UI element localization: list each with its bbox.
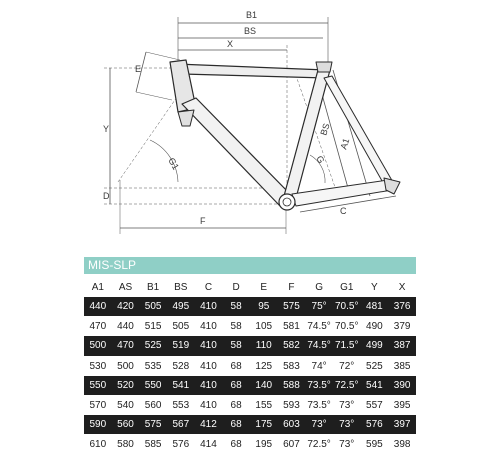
table-cell: 75°	[305, 297, 333, 317]
table-cell: 593	[283, 400, 300, 412]
table-row	[84, 297, 416, 317]
table-cell: 410	[195, 297, 223, 317]
table-cell: 528	[172, 360, 190, 372]
header-bs: BS	[174, 282, 188, 293]
table-cell: 410	[195, 336, 223, 356]
table-cell: 387	[388, 336, 416, 356]
table-cell: 68	[222, 376, 250, 396]
table-cell: 395	[393, 400, 411, 412]
header-x: X	[398, 282, 406, 293]
table-cell: 376	[388, 297, 416, 317]
table-cell: 581	[283, 321, 300, 333]
table-cell: 541	[361, 376, 389, 396]
label-bs-side: BS	[318, 122, 332, 137]
header-a1: A1	[91, 282, 104, 293]
label-c: C	[340, 206, 347, 216]
table-cell: 397	[388, 415, 416, 435]
table-cell: 557	[366, 400, 383, 412]
table-cell: 500	[117, 360, 134, 372]
table-cell: 440	[117, 321, 134, 333]
label-d: D	[103, 191, 110, 201]
table-cell: 95	[250, 297, 278, 317]
label-g1: G1	[166, 156, 181, 172]
table-cell: 525	[366, 360, 383, 372]
table-cell: 505	[139, 297, 167, 317]
table-row	[84, 415, 416, 435]
table-cell: 410	[195, 376, 223, 396]
table-cell: 519	[167, 336, 195, 356]
table-cell: 58	[230, 321, 242, 333]
table-cell: 582	[278, 336, 306, 356]
table-cell: 125	[255, 360, 273, 372]
table-cell: 71.5°	[333, 336, 361, 356]
table-cell: 410	[200, 321, 217, 333]
table-cell: 72°	[339, 360, 355, 372]
table-cell: 540	[117, 400, 134, 412]
table-cell: 74°	[311, 360, 327, 372]
seat-post-top	[316, 62, 332, 72]
table-cell: 140	[250, 376, 278, 396]
label-y: Y	[103, 124, 110, 134]
table-cell: 590	[84, 415, 112, 435]
header-y: Y	[371, 282, 378, 293]
label-x: X	[227, 39, 234, 49]
table-cell: 525	[139, 336, 167, 356]
header-c: C	[204, 282, 213, 293]
table-cell: 575	[278, 297, 306, 317]
rear-dropout	[384, 178, 400, 194]
table-cell: 72.5°	[307, 439, 331, 451]
table-cell: 175	[250, 415, 278, 435]
table-cell: 570	[89, 400, 107, 412]
table-cell: 505	[172, 321, 190, 333]
table-cell: 68	[230, 400, 242, 412]
chain-stay	[292, 180, 392, 206]
table-cell: 530	[89, 360, 107, 372]
table-cell: 481	[361, 297, 389, 317]
table-row	[84, 336, 416, 356]
header-g: G	[315, 282, 323, 293]
down-tube	[182, 98, 292, 206]
table-cell: 379	[393, 321, 411, 333]
table-cell: 73°	[339, 400, 355, 412]
table-cell: 499	[361, 336, 389, 356]
table-cell: 74.5°	[305, 336, 333, 356]
table-cell: 576	[361, 415, 389, 435]
table-cell: 385	[393, 360, 411, 372]
table-cell: 470	[112, 336, 140, 356]
table-row	[84, 317, 416, 337]
table-body	[84, 297, 416, 455]
table-cell: 58	[222, 336, 250, 356]
table-cell: 560	[144, 400, 162, 412]
table-cell: 68	[222, 415, 250, 435]
table-cell: 72.5°	[333, 376, 361, 396]
table-cell: 515	[144, 321, 162, 333]
table-cell: 440	[84, 297, 112, 317]
table-cell: 575	[139, 415, 167, 435]
table-row	[84, 395, 416, 415]
table-cell: 595	[366, 439, 383, 451]
label-g: G	[314, 154, 327, 166]
table-cell: 73°	[305, 415, 333, 435]
table-cell: 73°	[339, 439, 355, 451]
table-cell: 70.5°	[333, 297, 361, 317]
size-chart-title: MIS-SLP	[84, 257, 416, 274]
table-cell: 410	[200, 360, 217, 372]
table-cell: 583	[283, 360, 300, 372]
table-cell: 607	[283, 439, 300, 451]
table-cell: 553	[172, 400, 190, 412]
table-cell: 495	[167, 297, 195, 317]
table-cell: 410	[200, 400, 217, 412]
table-cell: 68	[230, 439, 242, 451]
label-bs-top: BS	[244, 26, 257, 36]
table-cell: 414	[200, 439, 217, 451]
geometry-table	[84, 278, 416, 455]
table-cell: 520	[112, 376, 140, 396]
header-b1: B1	[147, 282, 160, 293]
table-row	[84, 376, 416, 396]
label-e: E	[135, 64, 142, 74]
table-cell: 420	[112, 297, 140, 317]
table-cell: 155	[255, 400, 273, 412]
table-cell: 73.5°	[307, 400, 331, 412]
table-cell: 390	[388, 376, 416, 396]
header-d: D	[232, 282, 240, 293]
table-cell: 490	[366, 321, 383, 333]
label-a1: A1	[338, 137, 352, 151]
table-cell: 110	[250, 336, 278, 356]
table-row	[84, 435, 416, 455]
header-as: AS	[118, 282, 133, 293]
table-cell: 500	[84, 336, 112, 356]
table-cell: 73.5°	[305, 376, 333, 396]
table-cell: 105	[255, 321, 273, 333]
table-cell: 576	[172, 439, 190, 451]
table-cell: 398	[393, 439, 411, 451]
label-f: F	[200, 216, 206, 226]
table-cell: 541	[167, 376, 195, 396]
table-cell: 470	[89, 321, 107, 333]
table-cell: 580	[117, 439, 134, 451]
table-cell: 73°	[333, 415, 361, 435]
table-cell: 585	[144, 439, 162, 451]
table-header-row	[84, 278, 416, 297]
table-cell: 58	[222, 297, 250, 317]
table-row	[84, 356, 416, 376]
table-cell: 535	[144, 360, 162, 372]
table-cell: 412	[195, 415, 223, 435]
table-cell: 560	[112, 415, 140, 435]
seat-stay	[324, 76, 394, 188]
header-e: E	[260, 282, 268, 293]
header-f: F	[288, 282, 295, 293]
top-tube	[176, 64, 326, 78]
table-cell: 68	[230, 360, 242, 372]
table-cell: 567	[167, 415, 195, 435]
table-cell: 588	[278, 376, 306, 396]
fork-crown	[178, 110, 194, 126]
table-cell: 610	[89, 439, 107, 451]
header-g1: G1	[340, 282, 354, 293]
table-cell: 74.5°	[307, 321, 331, 333]
label-b1: B1	[246, 10, 258, 20]
table-cell: 603	[278, 415, 306, 435]
table-cell: 70.5°	[335, 321, 359, 333]
table-cell: 195	[255, 439, 273, 451]
table-cell: 550	[84, 376, 112, 396]
table-cell: 550	[139, 376, 167, 396]
